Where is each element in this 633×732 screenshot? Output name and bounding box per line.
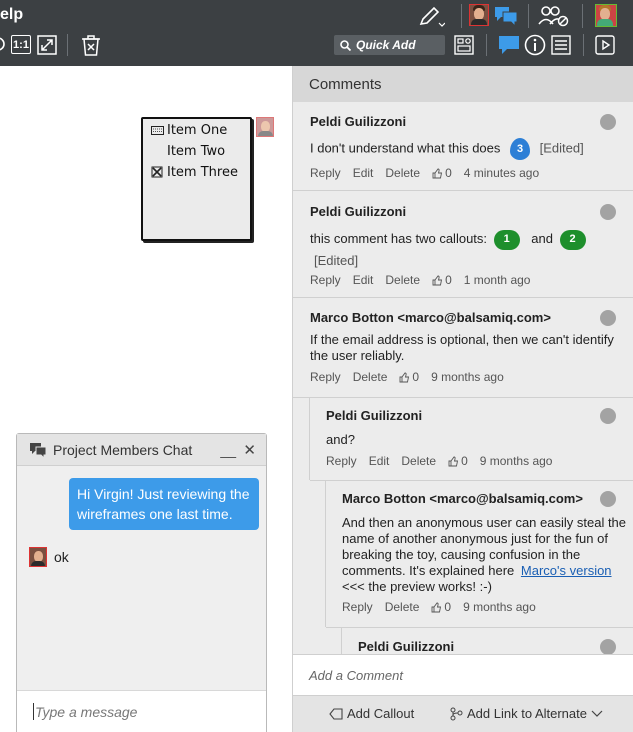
- chat-bubbles-icon: [29, 442, 47, 458]
- comment: [326, 481, 633, 627]
- zoom-out-icon[interactable]: [0, 34, 8, 54]
- fit-screen-icon[interactable]: [36, 34, 58, 56]
- list-item[interactable]: [147, 163, 238, 181]
- divider: [528, 4, 529, 28]
- thumbs-up-icon: [432, 168, 443, 179]
- list-item-label: Item Three: [167, 164, 238, 180]
- divider: [582, 4, 583, 28]
- callout-badge[interactable]: 3: [510, 138, 530, 160]
- add-link-label: Add Link to Alternate: [467, 706, 587, 721]
- delete-link[interactable]: Delete: [384, 600, 420, 614]
- alternate-link[interactable]: Marco's version: [520, 563, 612, 578]
- ui-library-icon[interactable]: [453, 34, 475, 56]
- like-button[interactable]: [399, 370, 419, 384]
- branch-link-icon: [450, 707, 463, 721]
- callout-badge[interactable]: 1: [494, 230, 520, 250]
- add-link-button[interactable]: [450, 706, 603, 721]
- edit-link[interactable]: Edit: [368, 454, 390, 468]
- delete-link[interactable]: Delete: [352, 370, 388, 384]
- like-button[interactable]: [448, 454, 468, 468]
- resolve-toggle[interactable]: [600, 639, 616, 654]
- info-icon[interactable]: [523, 34, 547, 56]
- comments-panel-title: Comments: [293, 66, 633, 102]
- thumbs-up-icon: [432, 275, 443, 286]
- resolve-toggle[interactable]: [600, 204, 616, 220]
- chat-bubbles-icon[interactable]: [493, 4, 519, 28]
- list-widget[interactable]: [141, 117, 252, 241]
- list-item[interactable]: [147, 142, 225, 160]
- reply-link[interactable]: Reply: [326, 454, 357, 468]
- edit-link[interactable]: Edit: [352, 166, 374, 180]
- comment: [310, 398, 633, 480]
- like-button[interactable]: [431, 600, 451, 614]
- comment-author: Marco Botton <marco@balsamiq.com>: [342, 491, 583, 506]
- comment-text: I don't understand what this does: [310, 140, 501, 156]
- like-count: 0: [445, 166, 452, 180]
- comment-text: and?: [326, 432, 355, 447]
- comment-text-after: <<< the preview works! :-): [342, 579, 492, 594]
- callout-avatar[interactable]: [256, 117, 274, 137]
- edited-tag: [Edited]: [314, 252, 359, 268]
- resolve-toggle[interactable]: [600, 310, 616, 326]
- divider: [583, 34, 584, 56]
- comment: [342, 628, 633, 654]
- reply-link[interactable]: Reply: [310, 370, 341, 384]
- properties-list-icon[interactable]: [550, 34, 572, 56]
- comment-author: Peldi Guilizzoni: [358, 639, 455, 654]
- comment-time: 4 minutes ago: [463, 166, 540, 180]
- comment-text: And then an anonymous user can easily steal the name of another anonymous just for the fun of breaking the toy, causing confusion in the comments. It's explained here: [342, 515, 627, 578]
- text-caret: [33, 703, 34, 720]
- comment-author: Peldi Guilizzoni: [310, 114, 407, 129]
- comment: [293, 298, 633, 396]
- like-count: 0: [461, 454, 468, 468]
- like-count: 0: [412, 370, 420, 384]
- comment-body: [342, 515, 626, 595]
- comment-body: [310, 228, 620, 271]
- comment-actions: [310, 166, 539, 180]
- quick-add-label: Quick Add: [356, 38, 416, 52]
- menu-help[interactable]: elp: [0, 6, 24, 23]
- comment: [293, 102, 633, 190]
- delete-link[interactable]: Delete: [385, 273, 421, 287]
- avatar: [29, 547, 47, 567]
- list-item-label: Item One: [167, 122, 228, 138]
- comment-author: Marco Botton <marco@balsamiq.com>: [310, 310, 551, 325]
- comment-author: Peldi Guilizzoni: [310, 204, 407, 219]
- search-icon: [340, 40, 351, 51]
- divider: [486, 34, 487, 56]
- chevron-down-icon: [591, 710, 603, 718]
- divider: [67, 34, 68, 56]
- divider: [461, 4, 462, 28]
- reply-link[interactable]: Reply: [310, 166, 341, 180]
- comment-body: [310, 138, 610, 160]
- add-callout-label: Add Callout: [347, 706, 415, 721]
- thumbs-up-icon: [431, 602, 442, 613]
- incoming-message: [29, 547, 69, 567]
- incoming-message-text: ok: [54, 549, 69, 565]
- top-toolbar: [0, 0, 633, 66]
- comment-text: this comment has two callouts:: [310, 231, 488, 246]
- delete-link[interactable]: Delete: [401, 454, 437, 468]
- comment-author: Peldi Guilizzoni: [326, 408, 423, 423]
- callout-icon: [329, 708, 343, 720]
- comment-actions: [310, 273, 530, 287]
- close-x-icon: [147, 166, 167, 178]
- comment-actions: [342, 600, 536, 614]
- comments-footer: [293, 696, 633, 732]
- list-item[interactable]: [147, 121, 227, 139]
- reply-link[interactable]: Reply: [310, 273, 341, 287]
- presentation-play-icon[interactable]: [594, 34, 616, 56]
- users-blocked-icon[interactable]: [537, 4, 571, 28]
- actual-size-button[interactable]: 1:1: [11, 35, 31, 54]
- edit-link[interactable]: Edit: [352, 273, 374, 287]
- pencil-icon[interactable]: [416, 5, 446, 29]
- project-members-chat: [16, 433, 267, 732]
- add-comment-input[interactable]: Add a Comment: [293, 654, 633, 696]
- resolve-toggle[interactable]: [600, 114, 616, 130]
- list-item-label: Item Two: [167, 143, 226, 159]
- chat-input-placeholder: Type a message: [35, 703, 138, 720]
- thumbs-up-icon: [448, 456, 459, 467]
- minimize-button[interactable]: __: [220, 442, 236, 458]
- thumbs-up-icon: [399, 372, 410, 383]
- comment-actions: [326, 454, 552, 468]
- resolve-toggle[interactable]: [600, 491, 616, 507]
- like-count: 0: [445, 273, 452, 287]
- comment-icon[interactable]: [497, 34, 521, 56]
- comment-time: 9 months ago: [431, 370, 504, 384]
- user-avatar[interactable]: [469, 4, 489, 26]
- edited-tag: [Edited]: [539, 140, 584, 156]
- like-button[interactable]: [432, 273, 452, 287]
- like-button[interactable]: [432, 166, 452, 180]
- trash-icon[interactable]: [80, 33, 102, 57]
- resolve-toggle[interactable]: [600, 408, 616, 424]
- chat-title: Project Members Chat: [53, 441, 193, 458]
- comment-actions: [310, 370, 504, 384]
- callout-badge[interactable]: 2: [560, 230, 586, 250]
- comment-time: 9 months ago: [479, 454, 553, 468]
- keyboard-icon: [147, 126, 167, 135]
- reply-link[interactable]: Reply: [342, 600, 373, 614]
- comment-time: 1 month ago: [463, 273, 531, 287]
- account-avatar[interactable]: [595, 4, 617, 27]
- comments-panel: [292, 66, 633, 732]
- close-button[interactable]: ✕: [243, 442, 256, 459]
- add-callout-button[interactable]: [329, 706, 414, 721]
- comment: [293, 191, 633, 296]
- quick-add-input[interactable]: [334, 35, 445, 55]
- like-count: 0: [444, 600, 452, 614]
- outgoing-message: Hi Virgin! Just reviewing the wireframes one last time.: [69, 478, 259, 530]
- chat-message-input[interactable]: [17, 690, 266, 732]
- comment-joiner: and: [531, 231, 553, 246]
- comment-time: 9 months ago: [463, 600, 536, 614]
- comment-text: If the email address is optional, then we can't identify the user reliably.: [310, 332, 614, 363]
- delete-link[interactable]: Delete: [385, 166, 421, 180]
